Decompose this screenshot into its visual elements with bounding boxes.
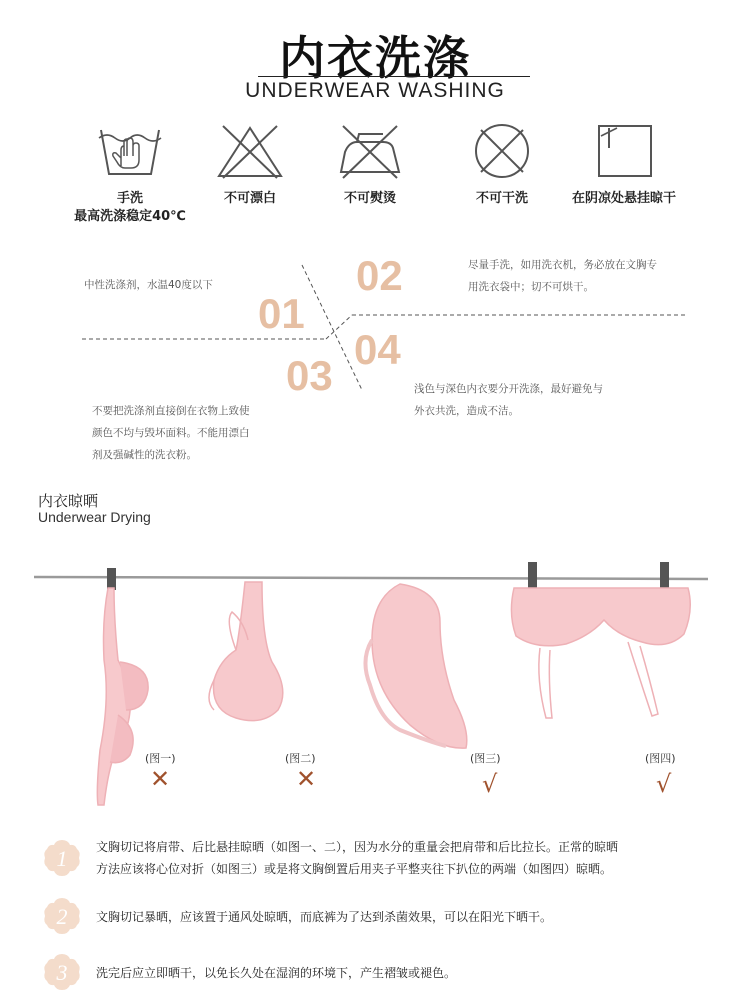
drying-title: 内衣晾晒 [38,492,99,510]
care-item-no-dry-clean [432,122,572,208]
title-divider [258,76,530,77]
tip-text-03b: 颜色不均与毁坏面料。不能用漂白 [92,427,250,439]
care-sublabel: 最高洗涤稳定40℃ [74,209,186,224]
care-label: 不可熨烫 [343,191,396,206]
flower-number-badge [42,896,82,936]
tip-text-04a: 浅色与深色内衣要分开洗涤，最好避免与 [414,383,603,395]
figure-label-2: (图二) [285,752,316,765]
care-item-line-dry [554,122,694,208]
clothespin-icon [107,568,116,590]
tip-text-02a: 尽量手洗，如用洗衣机，务必放在文胸专 [468,259,657,271]
correct-mark-icon: √ [656,770,672,798]
tip-text-01: 中性洗涤剂，水温40度以下 [84,279,213,291]
figure-label-3: (图三) [470,752,501,765]
care-label: 手洗 [116,191,143,206]
note-2 [96,906,736,928]
wrong-mark-icon: ✕ [296,765,317,793]
note-1 [96,836,736,880]
clothesline [34,577,708,579]
care-item-hand-wash [60,122,200,226]
care-item-no-bleach [180,122,320,208]
tip-number-01: 01 [258,290,305,337]
hand-wash-icon [95,122,165,180]
no-dry-clean-icon [467,122,537,180]
bra-figure-4 [511,588,690,718]
tip-number-02: 02 [356,252,403,299]
tip-text-02b: 用洗衣袋中；切不可烘干。 [468,281,594,293]
bra-figure-1 [97,588,148,805]
care-item-no-iron [300,122,440,208]
figure-label-4: (图四) [645,752,676,765]
figure-label-1: (图一) [145,752,176,765]
clothespin-icon [528,562,537,588]
flower-number-badge [42,838,82,878]
bra-figure-3 [365,584,466,748]
note-1-line2: 方法应该将心位对折（如图三）或是将文胸倒置后用夹子平整夹往下扒位的两端（如图四）晾晒。 [96,862,613,876]
no-iron-icon [335,122,405,180]
line-dry-shade-icon [589,122,659,180]
clothesline-illustration [0,550,750,820]
correct-mark-icon: √ [482,770,498,798]
note-number: 1 [56,846,68,871]
note-1-line1: 文胸切记将肩带、后比悬挂晾晒（如图一、二），因为水分的重量会把肩带和后比拉长。正常的晾晒 [96,840,619,854]
tip-number-03: 03 [286,352,333,399]
note-3-line1: 洗完后应立即晒干，以免长久处在湿润的环境下，产生褶皱或褪色。 [96,966,457,980]
clothespin-icon [660,562,669,588]
tip-number-04: 04 [354,326,401,373]
note-3 [96,962,736,984]
tip-text-03c: 剂及强碱性的洗衣粉。 [92,449,197,461]
page-title: 内衣洗涤 [279,31,471,85]
note-2-line1: 文胸切记暴晒，应该置于通风处晾晒，而底裤为了达到杀菌效果，可以在阳光下晒干。 [96,910,553,924]
note-number: 2 [56,904,68,929]
flower-number-badge [42,952,82,992]
care-label: 不可漂白 [223,191,276,206]
tip-text-04b: 外衣共洗，造成不洁。 [414,405,519,417]
bra-figure-2 [209,582,283,721]
note-number: 3 [56,960,68,985]
care-label: 不可干洗 [475,191,528,206]
no-bleach-icon [215,122,285,180]
care-label: 在阴凉处悬挂晾干 [571,191,676,206]
tip-text-03a: 不要把洗涤剂直接倒在衣物上致使 [92,405,250,417]
page-subtitle: UNDERWEAR WASHING [245,79,505,102]
drying-subtitle: Underwear Drying [38,509,151,525]
wrong-mark-icon: ✕ [150,765,171,793]
